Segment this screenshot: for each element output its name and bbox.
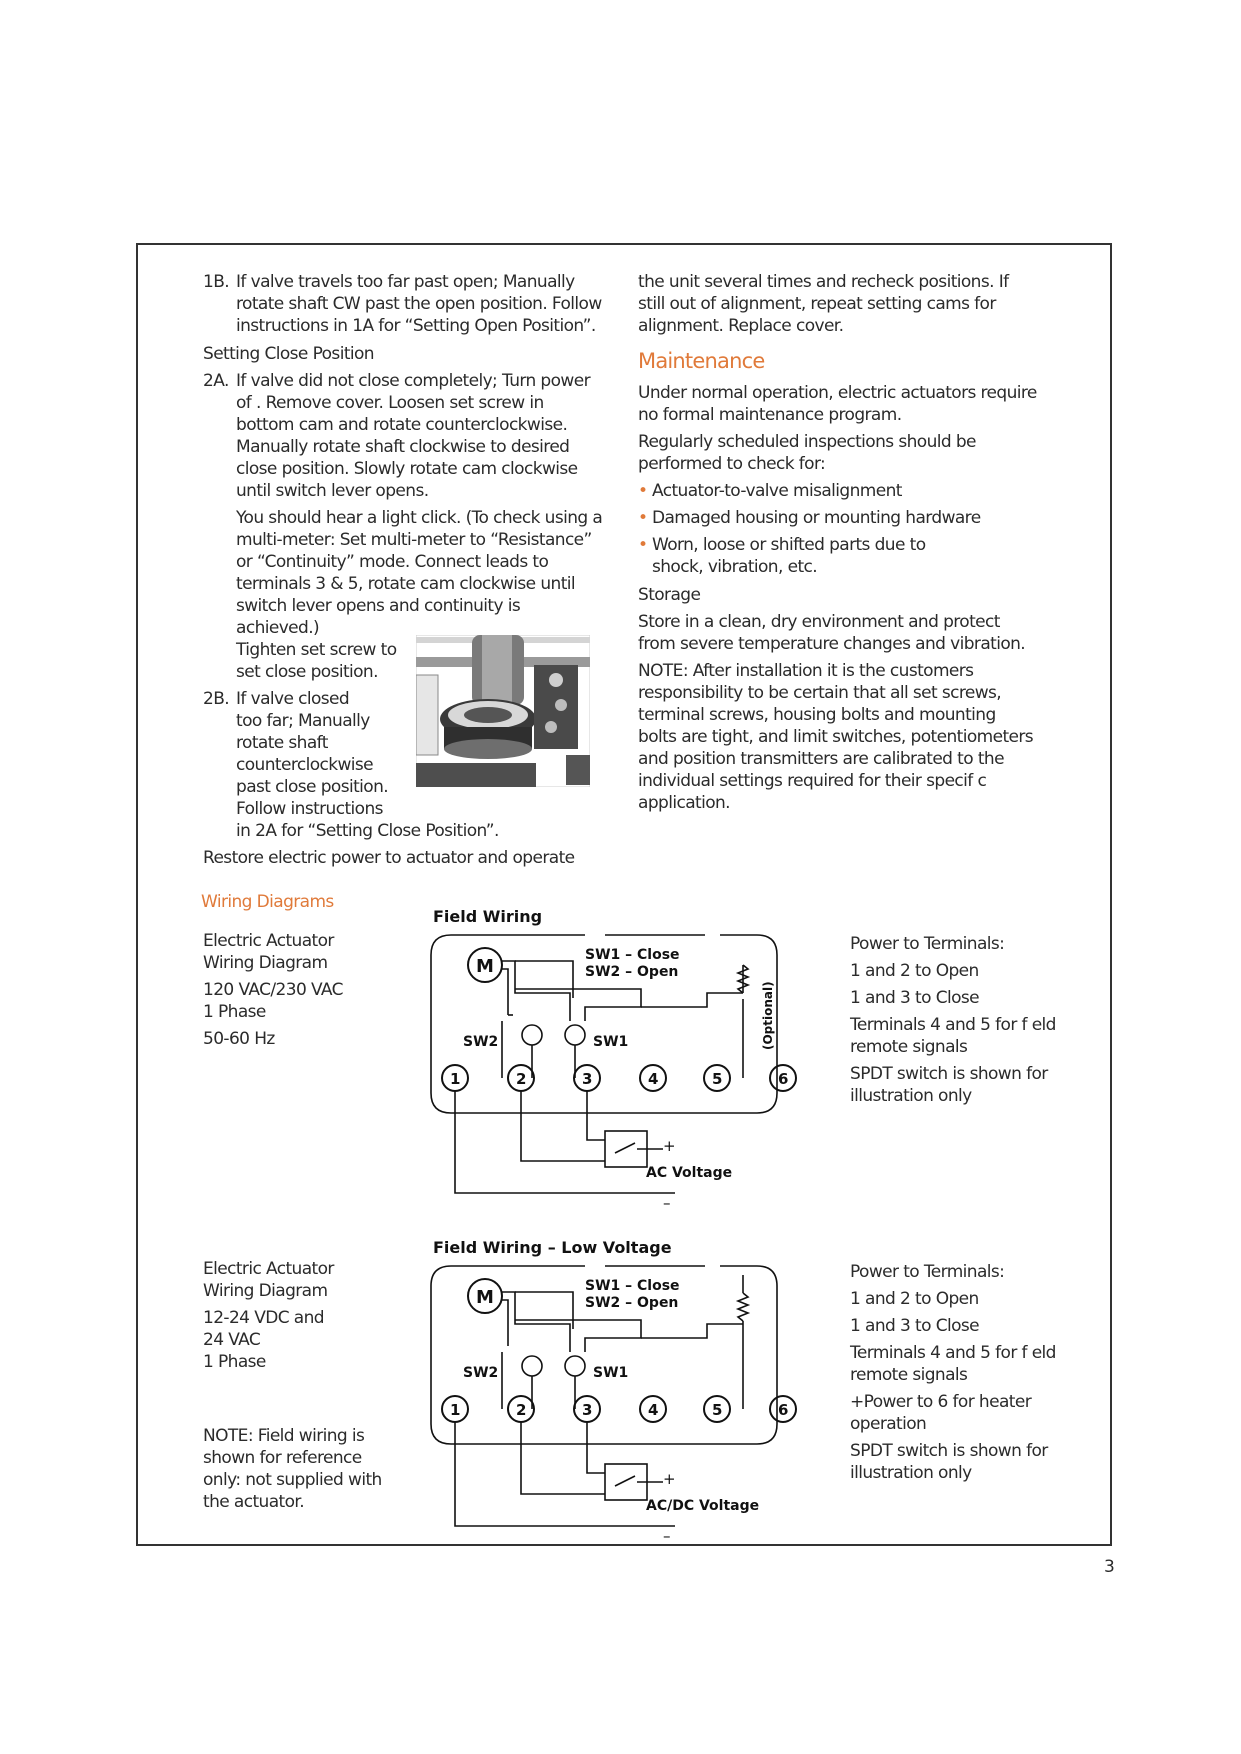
svg-text:2: 2 (516, 1401, 527, 1419)
field-wiring-note: NOTE: Field wiring is shown for reference only: not supplied with the actuator. (203, 1426, 382, 1512)
power-note: Terminals 4 and 5 for f eld remote signals (850, 1343, 1056, 1385)
power-note: +Power to 6 for heater operation (850, 1392, 1032, 1434)
svg-text:5: 5 (712, 1401, 723, 1419)
terminal-2 (508, 1065, 534, 1091)
sw1-label: SW1 (593, 1034, 629, 1050)
diagram1-phase: 1 Phase (203, 1002, 266, 1022)
terminal-4 (640, 1065, 666, 1091)
bullet-item (638, 534, 1038, 578)
sw1-close-label: SW1 – Close (585, 947, 680, 963)
svg-text:3: 3 (582, 1401, 593, 1419)
diagram2-label-line: Electric Actuator (203, 1259, 334, 1279)
storage-text: Store in a clean, dry environment and protect from severe temperature changes and vibration. (638, 612, 1026, 654)
sw2-open-label: SW2 – Open (585, 1295, 679, 1311)
step-1b-text: If valve travels too far past open; Manually rotate shaft CW past the open position. Follow instructions in 1A for “Setting Open Position”. (236, 272, 602, 336)
power-note: SPDT switch is shown for illustration only (850, 1441, 1048, 1483)
plus-sign: + (663, 1470, 676, 1488)
sw1-close-label: SW1 – Close (585, 1278, 680, 1294)
svg-text:6: 6 (778, 1401, 789, 1419)
step-2b-last-line: in 2A for “Setting Close Position”. (236, 821, 499, 841)
svg-text:4: 4 (648, 1401, 659, 1419)
diagram-title: Field Wiring (433, 907, 543, 926)
svg-text:4: 4 (648, 1070, 659, 1088)
minus-sign: – (663, 1527, 671, 1545)
sw2-open-label: SW2 – Open (585, 964, 679, 980)
operate-continued-text: the unit several times and recheck positions. If still out of alignment, repeat setting cams for alignment. Replace cover. (638, 272, 1009, 336)
terminal-2 (508, 1396, 534, 1422)
sw1-label: SW1 (593, 1365, 629, 1381)
power-note: 1 and 3 to Close (850, 1316, 980, 1336)
minus-sign: – (663, 1194, 671, 1212)
bullet-dot-icon: • (638, 481, 648, 501)
wiring-diagrams-heading: Wiring Diagrams (201, 892, 334, 912)
bullet-text: Worn, loose or shifted parts due to shock, vibration, etc. (652, 535, 926, 577)
diagram2-voltage: 12-24 VDC and 24 VAC (203, 1308, 324, 1350)
step-1b (203, 271, 603, 337)
step-1b-number: 1B. (203, 272, 230, 292)
step-2b-line: Follow instructions (236, 799, 383, 819)
bullet-item (638, 507, 1038, 529)
power-note: Power to Terminals: (850, 934, 1005, 954)
page-number: 3 (1104, 1557, 1115, 1577)
ac-dc-voltage-label: AC/DC Voltage (646, 1498, 760, 1514)
field-wiring-diagram (415, 903, 830, 1213)
svg-text:5: 5 (712, 1070, 723, 1088)
bullet-text: Actuator-to-valve misalignment (652, 481, 902, 501)
power-note: Power to Terminals: (850, 1262, 1005, 1282)
power-note: 1 and 2 to Open (850, 1289, 979, 1309)
terminal-4 (640, 1396, 666, 1422)
restore-power-text: Restore electric power to actuator and operate (203, 848, 575, 868)
bullet-text: Damaged housing or mounting hardware (652, 508, 981, 528)
maintenance-text-1: Under normal operation, electric actuators require no formal maintenance program. (638, 383, 1037, 425)
power-note: Terminals 4 and 5 for f eld remote signals (850, 1015, 1056, 1057)
terminal-3 (574, 1396, 600, 1422)
step-2b-line: rotate shaft (236, 733, 328, 753)
low-voltage-wiring-diagram (415, 1235, 830, 1547)
svg-text:1: 1 (450, 1070, 461, 1088)
maintenance-text-2: Regularly scheduled inspections should be performed to check for: (638, 432, 976, 474)
sw2-label: SW2 (463, 1034, 499, 1050)
svg-text:1: 1 (450, 1401, 461, 1419)
step-2b-number: 2B. (203, 689, 230, 709)
diagram1-voltage: 120 VAC/230 VAC (203, 980, 343, 1000)
diagram2-label (203, 1258, 373, 1373)
power-note: 1 and 2 to Open (850, 961, 979, 981)
installation-note: NOTE: After installation it is the customers responsibility to be certain that all set screws, terminal screws, housing bolts and mounting bolts are tight, and limit switches, potentiometers and position transmitters are calibrated to the individual settings required for their specif c application. (638, 661, 1034, 813)
step-2a-text: If valve did not close completely; Turn power of . Remove cover. Loosen set screw in bottom cam and rotate counterclockwise. Manually rotate shaft clockwise to desired close position. Slowly rotate cam clockwise until switch lever opens. (236, 371, 590, 501)
bullet-dot-icon: • (638, 535, 648, 555)
diagram2-label-line: Wiring Diagram (203, 1281, 328, 1301)
svg-text:3: 3 (582, 1070, 593, 1088)
tighten-line-1: Tighten set screw to (236, 640, 397, 660)
diagram1-label-line: Wiring Diagram (203, 953, 328, 973)
diagram2-power-notes (850, 1261, 1060, 1484)
terminal-1 (442, 1065, 468, 1091)
tighten-line-2: set close position. (236, 662, 378, 682)
ac-voltage-label: AC Voltage (646, 1165, 733, 1181)
diagram2-phase: 1 Phase (203, 1352, 266, 1372)
motor-label: M (476, 1287, 494, 1308)
terminal-5 (704, 1396, 730, 1422)
terminal-6 (770, 1065, 796, 1091)
step-2b-line: counterclockwise (236, 755, 374, 775)
terminal-1 (442, 1396, 468, 1422)
plus-sign: + (663, 1137, 676, 1155)
diagram1-label-line: Electric Actuator (203, 931, 334, 951)
svg-text:2: 2 (516, 1070, 527, 1088)
step-2a-continued: You should hear a light click. (To check using a multi-meter: Set multi-meter to “Resistance” or “Continuity” mode. Connect leads to terminals 3 & 5, rotate cam clockwise until switch lever opens and continuity is achieved.) (236, 508, 603, 638)
optional-label: (Optional) (761, 981, 775, 1050)
terminal-5 (704, 1065, 730, 1091)
power-note: SPDT switch is shown for illustration only (850, 1064, 1048, 1106)
sw2-label: SW2 (463, 1365, 499, 1381)
terminal-6 (770, 1396, 796, 1422)
motor-label: M (476, 956, 494, 977)
storage-heading: Storage (638, 585, 701, 605)
diagram1-label (203, 930, 373, 1050)
diagram1-power-notes (850, 933, 1060, 1107)
terminal-3 (574, 1065, 600, 1091)
bullet-item (638, 480, 1038, 502)
diagram-title: Field Wiring – Low Voltage (433, 1238, 672, 1257)
svg-text:6: 6 (778, 1070, 789, 1088)
step-2b-line: too far; Manually (236, 711, 370, 731)
power-note: 1 and 3 to Close (850, 988, 980, 1008)
diagram1-hz: 50-60 Hz (203, 1029, 275, 1049)
step-2a-number: 2A. (203, 371, 229, 391)
maintenance-heading: Maintenance (638, 349, 765, 373)
setting-close-heading: Setting Close Position (203, 344, 374, 364)
step-2b-line: past close position. (236, 777, 389, 797)
actuator-cam-photo (416, 635, 590, 787)
bullet-dot-icon: • (638, 508, 648, 528)
right-column (638, 271, 1038, 814)
step-2b-line: If valve closed (236, 689, 350, 709)
